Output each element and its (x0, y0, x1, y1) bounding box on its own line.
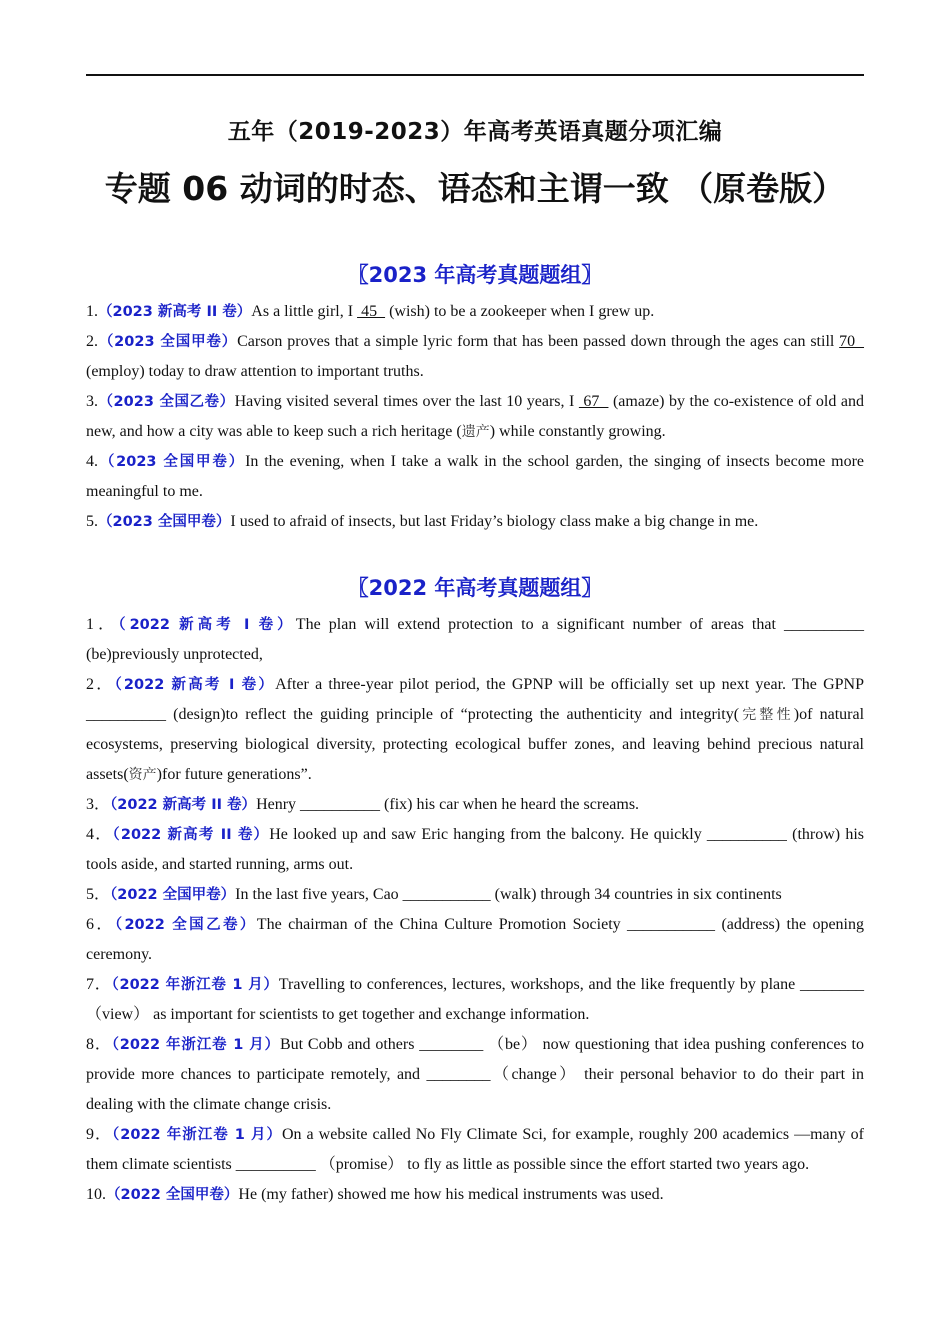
question-text: I used to afraid of insects, but last Friday’s biology class make a big change in me. (230, 513, 759, 530)
section-title-2022: 〖2022 年高考真题题组〗 (347, 576, 603, 600)
question-item (86, 880, 864, 910)
question-text: (employ) today to draw attention to important truths. (86, 363, 424, 380)
question-text: (wish) to be a zookeeper when I grew up. (385, 303, 655, 320)
question-item (86, 387, 864, 447)
question-text: Having visited several times over the last 10 years, I (234, 393, 579, 410)
question-source: （2022 年浙江卷 1 月） (111, 977, 279, 993)
question-item (86, 1180, 864, 1210)
question-number: 6． (86, 916, 115, 933)
question-text: He (my father) showed me how his medical instruments was used. (238, 1186, 664, 1203)
question-source: （2023 全国乙卷） (98, 394, 235, 410)
question-number: 2. (86, 333, 98, 350)
section-title-2023: 〖2023 年高考真题题组〗 (347, 263, 603, 287)
question-list-2022 (86, 610, 864, 1210)
question-item (86, 610, 864, 670)
question-item (86, 1120, 864, 1180)
chinese-gloss: 资产 (128, 767, 157, 783)
question-number: 3. (86, 393, 98, 410)
question-item (86, 970, 864, 1030)
question-number: 10. (86, 1186, 106, 1203)
question-source: （2022 年浙江卷 1 月） (112, 1127, 282, 1143)
question-text: (amaze) by the co-existence of old and new, and how a city was able to keep such a rich heritage ( (86, 393, 865, 440)
chinese-gloss: 完整性 (739, 707, 794, 723)
question-number: 2． (86, 676, 115, 693)
question-text: ) while constantly growing. (489, 423, 666, 440)
question-source: （2022 全国甲卷） (110, 887, 236, 903)
question-number: 4. (86, 453, 98, 470)
question-source: （2022 年浙江卷 1 月） (111, 1037, 280, 1053)
question-text: In the evening, when I take a walk in the school garden, the singing of insects become more meaningful to me. (86, 453, 865, 500)
question-text: )of natural ecosystems, preserving biological diversity, protecting ecological buffer zones, and leaving behind precious natural assets( (86, 706, 865, 783)
series-title: 五年（2019-2023）年高考英语真题分项汇编 (227, 119, 723, 145)
question-item (86, 820, 864, 880)
question-text: He looked up and saw Eric hanging from the balcony. He quickly __________ (throw) his tools aside, and started running, arms out. (86, 826, 864, 873)
question-source: （2022 新高考 I 卷） (118, 617, 296, 633)
question-item (86, 447, 864, 507)
question-text: The plan will extend protection to a significant number of areas that __________ (be)previously unprotected, (86, 616, 864, 663)
question-item (86, 910, 864, 970)
question-list-2023 (86, 297, 864, 537)
page-title: 专题 06 动词的时态、语态和主谓一致 （原卷版） (104, 169, 846, 208)
question-item (86, 1030, 864, 1120)
question-text: Henry __________ (fix) his car when he heard the screams. (256, 796, 640, 813)
question-item (86, 670, 864, 790)
question-text: Travelling to conferences, lectures, workshops, and the like frequently by plane ________（view） as important for scientists to get together and exchange information. (86, 976, 864, 1023)
question-item (86, 297, 864, 327)
question-text: On a website called No Fly Climate Sci, for example, roughly 200 academics —many of them climate scientists __________ （promise） to fly as little as possible since the effort started two years ago. (86, 1126, 864, 1173)
question-number: 3． (86, 796, 111, 813)
question-source: （2023 全国甲卷） (98, 514, 231, 530)
question-number: 5. (86, 513, 98, 530)
question-text: In the last five years, Cao ___________ (walk) through 34 countries in six continents (235, 886, 782, 903)
question-number: 1. (86, 303, 98, 320)
chinese-gloss: 遗产 (461, 424, 490, 440)
answer-blank: 45 (357, 303, 386, 320)
question-item (86, 790, 864, 820)
question-text: As a little girl, I (251, 303, 358, 320)
answer-blank: 67 (578, 393, 609, 410)
question-source: （2022 新高考 I 卷） (114, 677, 276, 693)
question-source: （2022 新高考 II 卷） (112, 827, 270, 843)
question-number: 9． (86, 1126, 113, 1143)
question-text: )for future generations”. (156, 766, 312, 783)
question-number: 4． (86, 826, 113, 843)
question-source: （2023 新高考 II 卷） (98, 304, 252, 320)
question-source: （2023 全国甲卷） (98, 334, 238, 350)
question-source: （2022 新高考 II 卷） (110, 797, 257, 813)
question-item (86, 327, 864, 387)
question-number: 1． (86, 616, 119, 633)
question-number: 5． (86, 886, 111, 903)
question-item (86, 507, 864, 537)
question-number: 8． (86, 1036, 112, 1053)
question-source: （2023 全国甲卷） (98, 454, 246, 470)
header-rule (86, 74, 864, 76)
question-text: Carson proves that a simple lyric form that has been passed down through the ages can still (237, 333, 840, 350)
answer-blank: 70 (839, 333, 865, 350)
question-text: After a three-year pilot period, the GPNP will be officially set up next year. The GPNP __________ (design)to reflect the guiding principle of “protecting the authenticity and integrity( (86, 676, 864, 723)
question-text: The chairman of the China Culture Promotion Society ___________ (address) the opening ceremony. (86, 916, 864, 963)
question-source: （2022 全国甲卷） (106, 1187, 239, 1203)
question-number: 7． (86, 976, 112, 993)
question-source: （2022 全国乙卷） (114, 917, 257, 933)
question-text: But Cobb and others ________ （be） now questioning that idea pushing conferences to provide more chances to participate remotely, and ________（change） their personal behavior to do their part in dealing with the climate change crisis. (86, 1036, 864, 1113)
